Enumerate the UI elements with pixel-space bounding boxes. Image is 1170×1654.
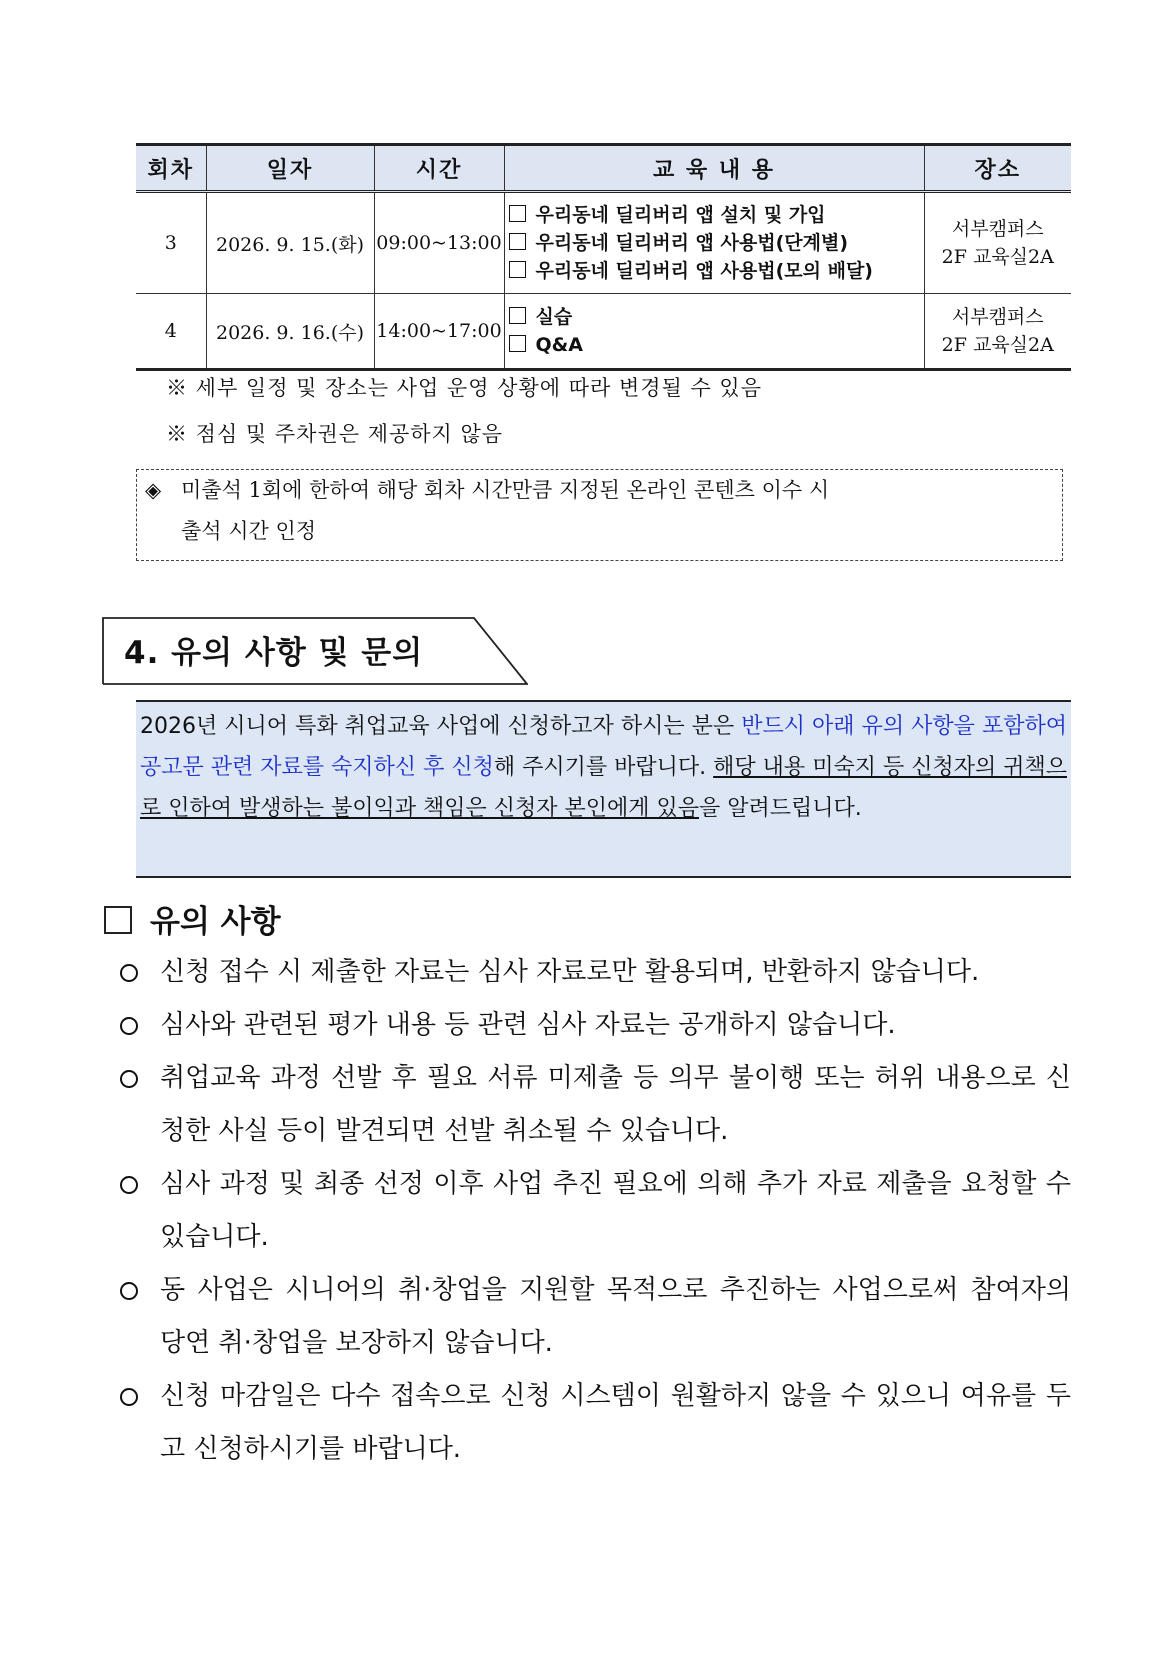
list-item-text: 신청 마감일은 다수 접속으로 신청 시스템이 원활하지 않을 수 있으니 여유를 두고 신청하시기를 바랍니다. [160,1381,1071,1464]
content-item [509,257,924,285]
header-round: 회차 [136,145,206,192]
time-cell: 14:00~17:00 [374,294,504,370]
place-line: 서부캠퍼스 [951,306,1044,328]
content-text: 우리동네 딜리버리 앱 사용법(단계별) [535,232,849,254]
schedule-note: ※ 세부 일정 및 장소는 사업 운영 상황에 따라 변경될 수 있음 [166,376,763,400]
content-item [509,303,924,331]
circle-bullet-icon [120,1176,138,1194]
attendance-line: 출석 시간 인정 [181,519,317,543]
circle-bullet-icon [120,964,138,982]
list-item [120,1264,1071,1370]
list-item-text: 취업교육 과정 선발 후 필요 서류 미제출 등 의무 불이행 또는 허위 내용으로 신청한 사실 등이 발견되면 선발 취소될 수 있습니다. [160,1063,1071,1146]
cautions-heading [104,896,281,941]
content-item [509,229,924,257]
checkbox-icon [509,335,526,352]
list-item-text: 동 사업은 시니어의 취·창업을 지원할 목적으로 추진하는 사업으로써 참여자의 당연 취·창업을 보장하지 않습니다. [160,1275,1071,1358]
notice-emphasis: 반드시 아래 유의 사항을 포함하여 공고문 관련 자료를 숙지하신 후 신청 [140,714,1067,780]
list-item-text: 신청 접수 시 제출한 자료는 심사 자료로만 활용되며, 반환하지 않습니다. [160,957,980,987]
checkbox-icon [509,261,526,278]
table-row [136,192,1071,294]
notice-text: 을 알려드립니다. [699,796,862,821]
content-text: 우리동네 딜리버리 앱 사용법(모의 배달) [535,260,873,282]
cautions-list [120,946,1071,1476]
place-cell [924,192,1071,294]
attendance-text: 미출석 1회에 한하여 해당 회차 시간만큼 지정된 온라인 콘텐츠 이수 시 [181,478,830,502]
checkbox-icon [509,205,526,222]
cautions-title: 유의 사항 [150,904,281,940]
schedule-table [136,143,1071,371]
diamond-bullet-icon: ◈ [145,478,162,502]
notice-underlined: 해당 내용 미숙지 등 신청자의 귀책으로 인하여 발생하는 불이익과 책임은 신청자 본인에게 있음 [140,755,1067,821]
section-heading [102,617,528,685]
place-line: 2F 교육실2A [941,246,1054,268]
list-item [120,1052,1071,1158]
place-line: 2F 교육실2A [941,334,1054,356]
content-cell [504,294,924,370]
content-item [509,331,924,359]
notice-text: 해 주시기를 바랍니다. [493,755,714,780]
header-date: 일자 [206,145,374,192]
date-cell: 2026. 9. 16.(수) [206,294,374,370]
notice-box [136,700,1071,878]
list-item [120,946,1071,999]
content-text: 실습 [535,306,573,328]
content-item [509,201,924,229]
list-item-text: 심사와 관련된 평가 내용 등 관련 심사 자료는 공개하지 않습니다. [160,1010,896,1040]
table-row [136,294,1071,370]
checkbox-icon [509,307,526,324]
schedule-header-row [136,145,1071,192]
square-bullet-icon [104,906,132,934]
circle-bullet-icon [120,1282,138,1300]
list-item [120,999,1071,1052]
content-text: Q&A [535,334,583,356]
parking-note: ※ 점심 및 주차권은 제공하지 않음 [166,422,504,446]
list-item-text: 심사 과정 및 최종 선정 이후 사업 추진 필요에 의해 추가 자료 제출을 요청할 수 있습니다. [160,1169,1071,1252]
round-cell: 4 [136,294,206,370]
list-item [120,1370,1071,1476]
content-text: 우리동네 딜리버리 앱 설치 및 가입 [535,204,826,226]
place-line: 서부캠퍼스 [951,218,1044,240]
list-item [120,1158,1071,1264]
header-content: 교 육 내 용 [504,145,924,192]
section-title: 4. 유의 사항 및 문의 [124,635,424,671]
content-cell [504,192,924,294]
date-cell: 2026. 9. 15.(화) [206,192,374,294]
header-time: 시간 [374,145,504,192]
place-cell [924,294,1071,370]
notice-text: 2026년 시니어 특화 취업교육 사업에 신청하고자 하시는 분은 [140,714,742,739]
header-place: 장소 [924,145,1071,192]
attendance-line [145,470,1062,511]
circle-bullet-icon [120,1070,138,1088]
circle-bullet-icon [120,1017,138,1035]
circle-bullet-icon [120,1388,138,1406]
checkbox-icon [509,233,526,250]
time-cell: 09:00~13:00 [374,192,504,294]
round-cell: 3 [136,192,206,294]
attendance-notice-box [136,469,1063,561]
